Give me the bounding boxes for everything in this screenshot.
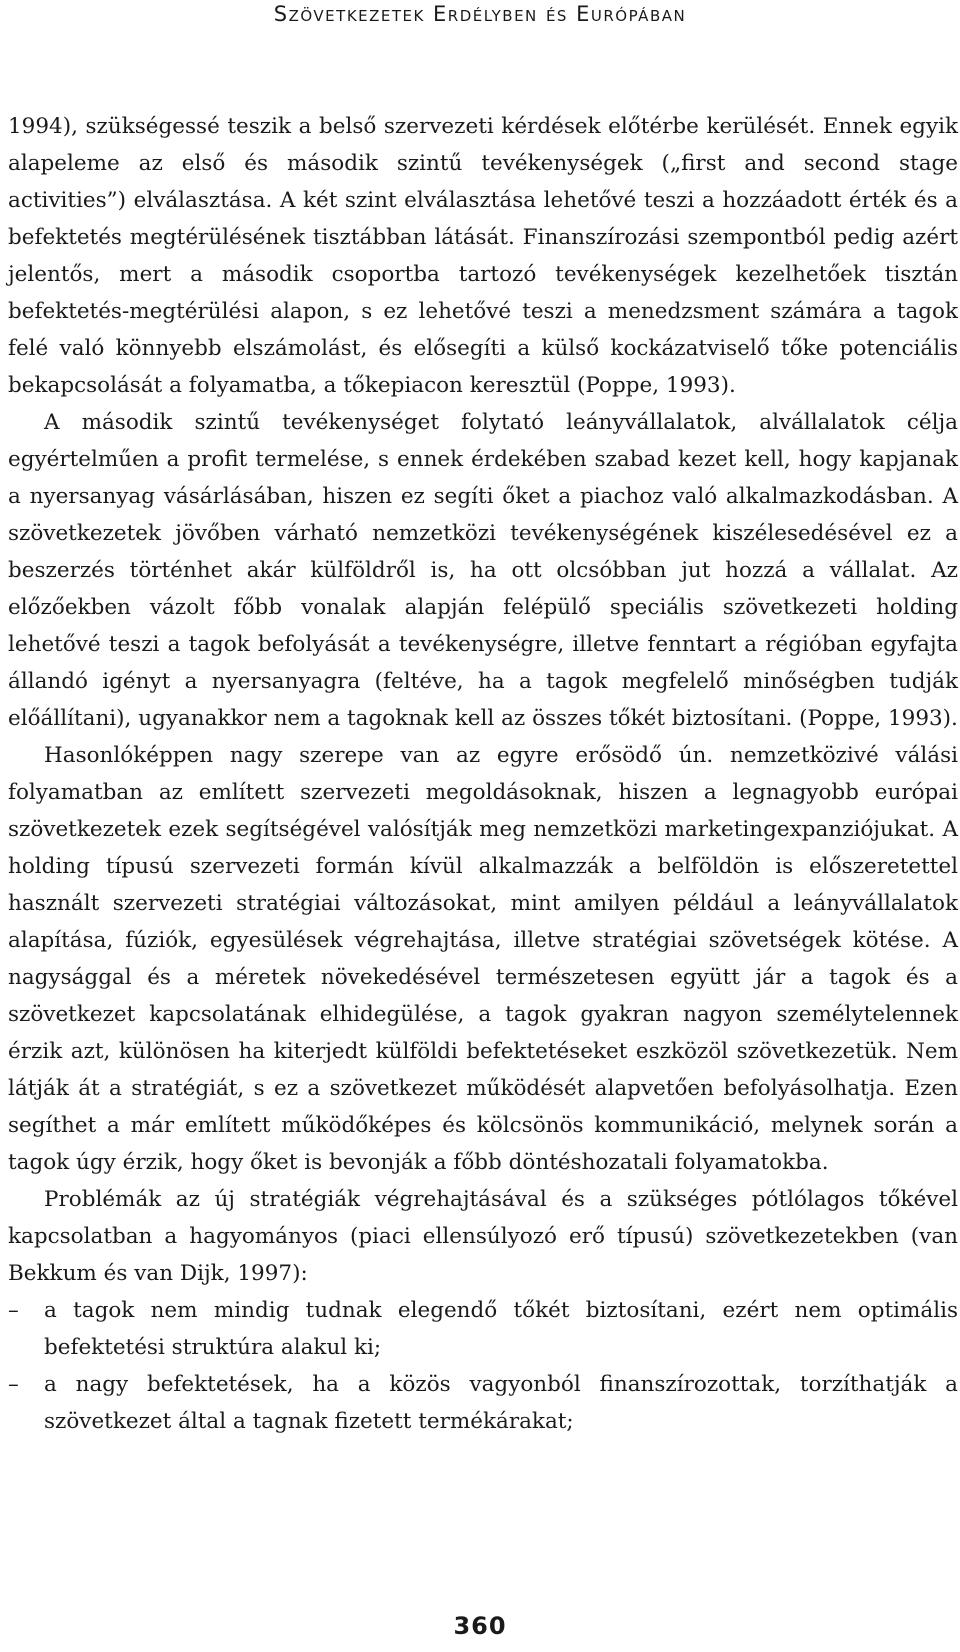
page-number: 360	[453, 1612, 507, 1640]
paragraph: Problémák az új stratégiák végrehajtásával és a szükséges pótlólagos tőkével kapcsolatban a hagyományos (piaci ellensúlyozó erő típusú) szövetkezetekben (van Bekkum és van Dijk, 1997):	[8, 1187, 958, 1286]
dash-list	[8, 1292, 958, 1440]
paragraph-continued: 1994), szükségessé teszik a belső szervezeti kérdések előtérbe kerülését. Ennek egyik alapeleme az első és második szintű tevékenységek („first and second stage activities”) elválasztása. A két szint elválasztása lehetővé teszi a hozzáadott érték és a befektetés megtérülésének tisztábban látását. Finanszírozási szempontból pedig azért jelentős, mert a második csoportba tartozó tevékenységek kezelhetőek tisztán befektetés-megtérülési alapon, s ez lehetővé teszi a menedzsment számára a tagok felé való könnyebb elszámolást, és elősegíti a külső kockázatviselő tőke potenciális bekapcsolását a folyamatba, a tőkepiacon keresztül (Poppe, 1993).	[8, 114, 958, 398]
dash-marker: –	[8, 1298, 19, 1323]
body-text	[8, 108, 958, 1440]
list-item-text: a nagy befektetések, ha a közös vagyonból finanszírozottak, torzíthatják a szövetkezet által a tagnak fizetett termékárakat;	[44, 1372, 958, 1434]
running-header: Szövetkezetek Erdélyben és Európában	[273, 2, 687, 26]
list-item	[8, 1292, 958, 1366]
list-item-text: a tagok nem mindig tudnak elegendő tőkét biztosítani, ezért nem optimális befektetési struktúra alakul ki;	[44, 1298, 958, 1360]
dash-marker: –	[8, 1372, 19, 1397]
list-item	[8, 1366, 958, 1440]
paragraph: Hasonlóképpen nagy szerepe van az egyre erősödő ún. nemzetközivé válási folyamatban az említett szervezeti megoldásoknak, hiszen a legnagyobb európai szövetkezetek ezek segítségével valósítják meg nemzetközi marketingexpanziójukat. A holding típusú szervezeti formán kívül alkalmazzák a belföldön is előszeretettel használt szervezeti stratégiai változásokat, mint amilyen például a leányvállalatok alapítása, fúziók, egyesülések végrehajtása, illetve stratégiai szövetségek kötése. A nagysággal és a méretek növekedésével természetesen együtt jár a tagok és a szövetkezet kapcsolatának elhidegülése, a tagok gyakran nagyon személytelennek érzik azt, különösen ha kiterjedt külföldi befektetéseket eszközöl szövetkezetük. Nem látják át a stratégiát, s ez a szövetkezet működését alapvetően befolyásolhatja. Ezen segíthet a már említett működőképes és kölcsönös kommunikáció, melynek során a tagok úgy érzik, hogy őket is bevonják a főbb döntéshozatali folyamatokba.	[8, 743, 958, 1175]
paragraph: A második szintű tevékenységet folytató leányvállalatok, alvállalatok célja egyértelműen a profit termelése, s ennek érdekében szabad kezet kell, hogy kapjanak a nyersanyag vásárlásában, hiszen ez segíti őket a piachoz való alkalmazkodásban. A szövetkezetek jövőben várható nemzetközi tevékenységének kiszélesedésével ez a beszerzés történhet akár külföldről is, ha ott olcsóbban jut hozzá a vállalat. Az előzőekben vázolt főbb vonalak alapján felépülő speciális szövetkezeti holding lehetővé teszi a tagok befolyását a tevékenységre, illetve fenntart a régióban egyfajta állandó igényt a nyersanyagra (feltéve, ha a tagok megfelelő minőségben tudják előállítani), ugyanakkor nem a tagoknak kell az összes tőkét biztosítani. (Poppe, 1993).	[8, 410, 958, 731]
